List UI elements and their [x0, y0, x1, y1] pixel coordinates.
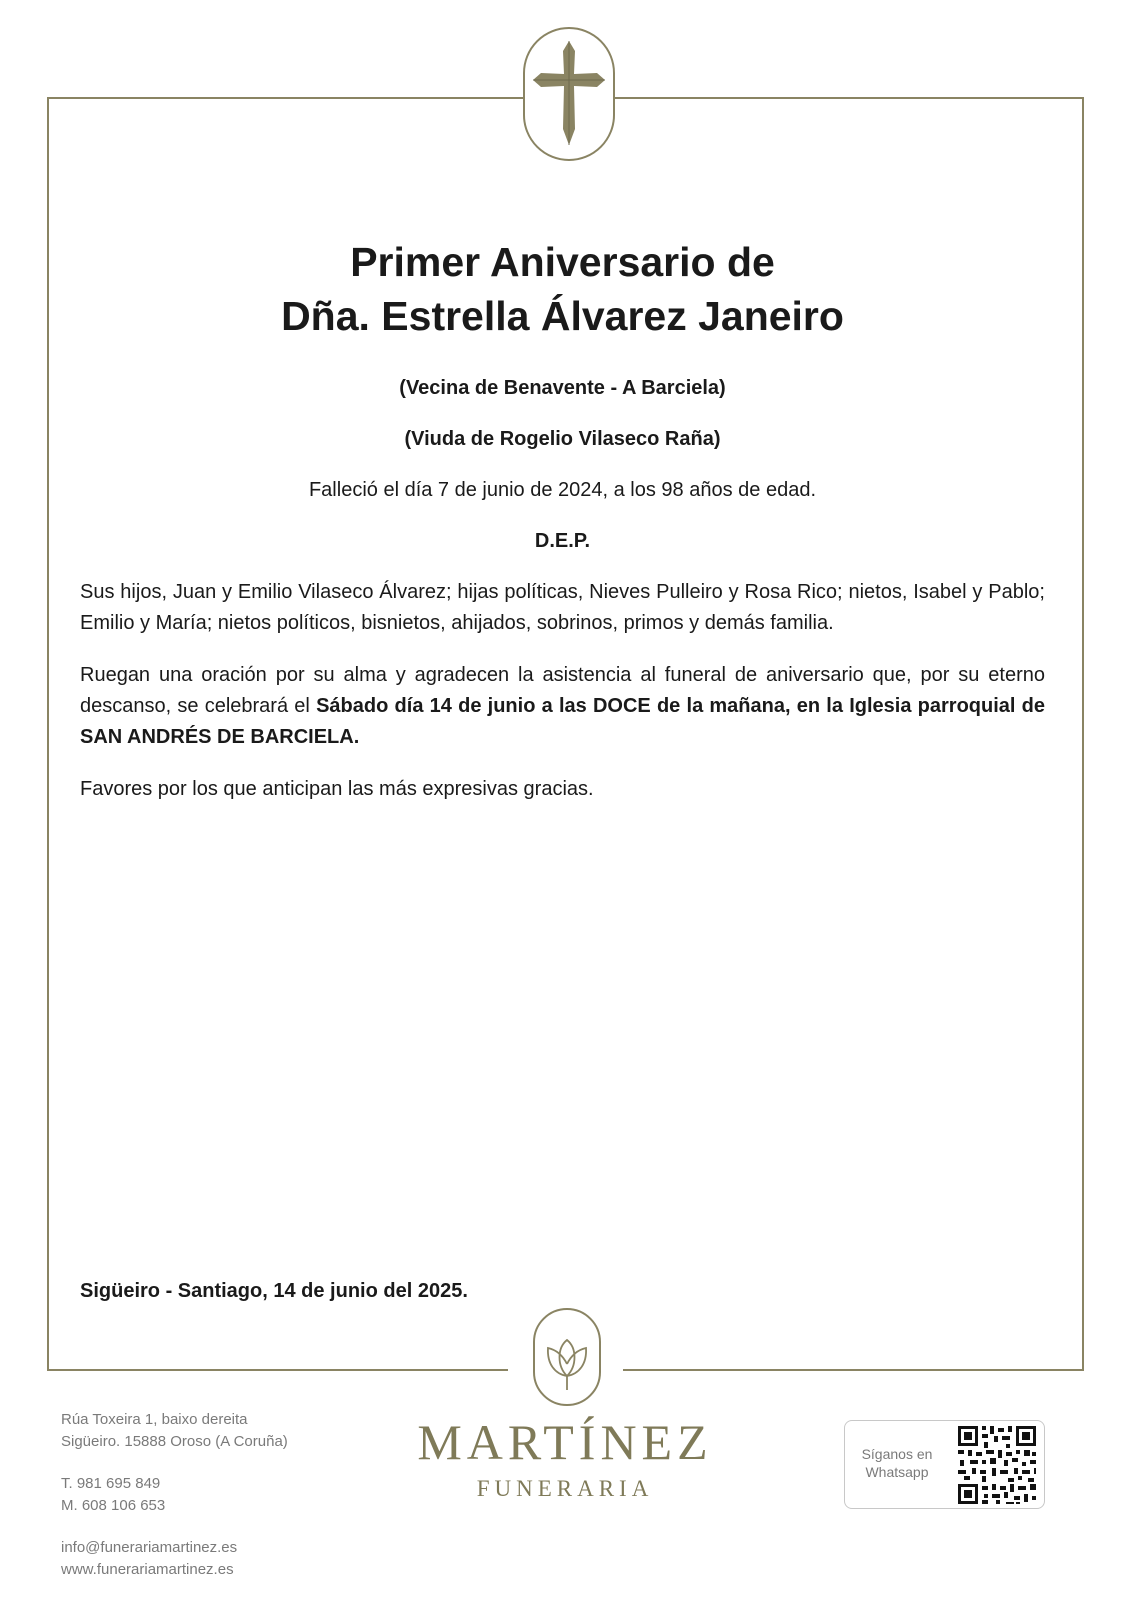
- lotus-logo-icon: [535, 1310, 599, 1404]
- viuda-line: (Viuda de Rogelio Vilaseco Raña): [404, 428, 721, 450]
- email-link[interactable]: info@funerariamartinez.es: [61, 1539, 238, 1556]
- address-line-2: Sigüeiro. 15888 Oroso (A Coruña): [61, 1433, 288, 1450]
- thanks-paragraph: Favores por los que anticipan las más expresivas gracias.: [80, 778, 594, 800]
- obituary-body: [80, 235, 1045, 805]
- address-line-1: Rúa Toxeira 1, baixo dereita: [61, 1411, 248, 1428]
- prayer-intro: Ruegan una oración por su alma y agradecen la asistencia al funeral de aniversario que, por su eterno descanso, se celebrará el: [80, 664, 1045, 717]
- brand-name: MARTÍNEZ: [417, 1414, 713, 1470]
- vecina-line: (Vecina de Benavente - A Barciela): [399, 377, 726, 399]
- death-date-line: Falleció el día 7 de junio de 2024, a los 98 años de edad.: [308, 479, 817, 501]
- title-line-2: Dña. Estrella Álvarez Janeiro: [281, 293, 844, 339]
- mobile: M. 608 106 653: [61, 1497, 166, 1514]
- funeral-details: Sábado día 14 de junio a las DOCE de la mañana, en la Iglesia parroquial de SAN ANDRÉS DE BARCIELA.: [80, 695, 1045, 748]
- brand-subtitle: FUNERARIA: [476, 1476, 654, 1501]
- cross-emblem: [523, 27, 615, 161]
- whatsapp-box[interactable]: [844, 1420, 1045, 1509]
- website-link[interactable]: www.funerariamartinez.es: [61, 1561, 234, 1578]
- family-paragraph: Sus hijos, Juan y Emilio Vilaseco Álvarez; hijas políticas, Nieves Pulleiro y Rosa Rico; nietos, Isabel y Pablo; Emilio y María; nietos políticos, bisnietos, ahijados, sobrinos, primos y demás familia.: [80, 581, 1045, 634]
- qr-code-icon[interactable]: [956, 1424, 1038, 1506]
- phone: T. 981 695 849: [61, 1475, 161, 1492]
- dep-line: D.E.P.: [534, 530, 591, 552]
- contact-info: [61, 1409, 288, 1581]
- lotus-emblem: [533, 1308, 601, 1406]
- prayer-paragraph: [80, 660, 1045, 753]
- cross-icon: [525, 29, 613, 159]
- brand-logo: [400, 1414, 730, 1502]
- title-line-1: Primer Aniversario de: [350, 239, 775, 285]
- whatsapp-label: Síganos en Whatsapp: [861, 1446, 933, 1480]
- signature-line: Sigüeiro - Santiago, 14 de junio del 2025.: [80, 1280, 468, 1302]
